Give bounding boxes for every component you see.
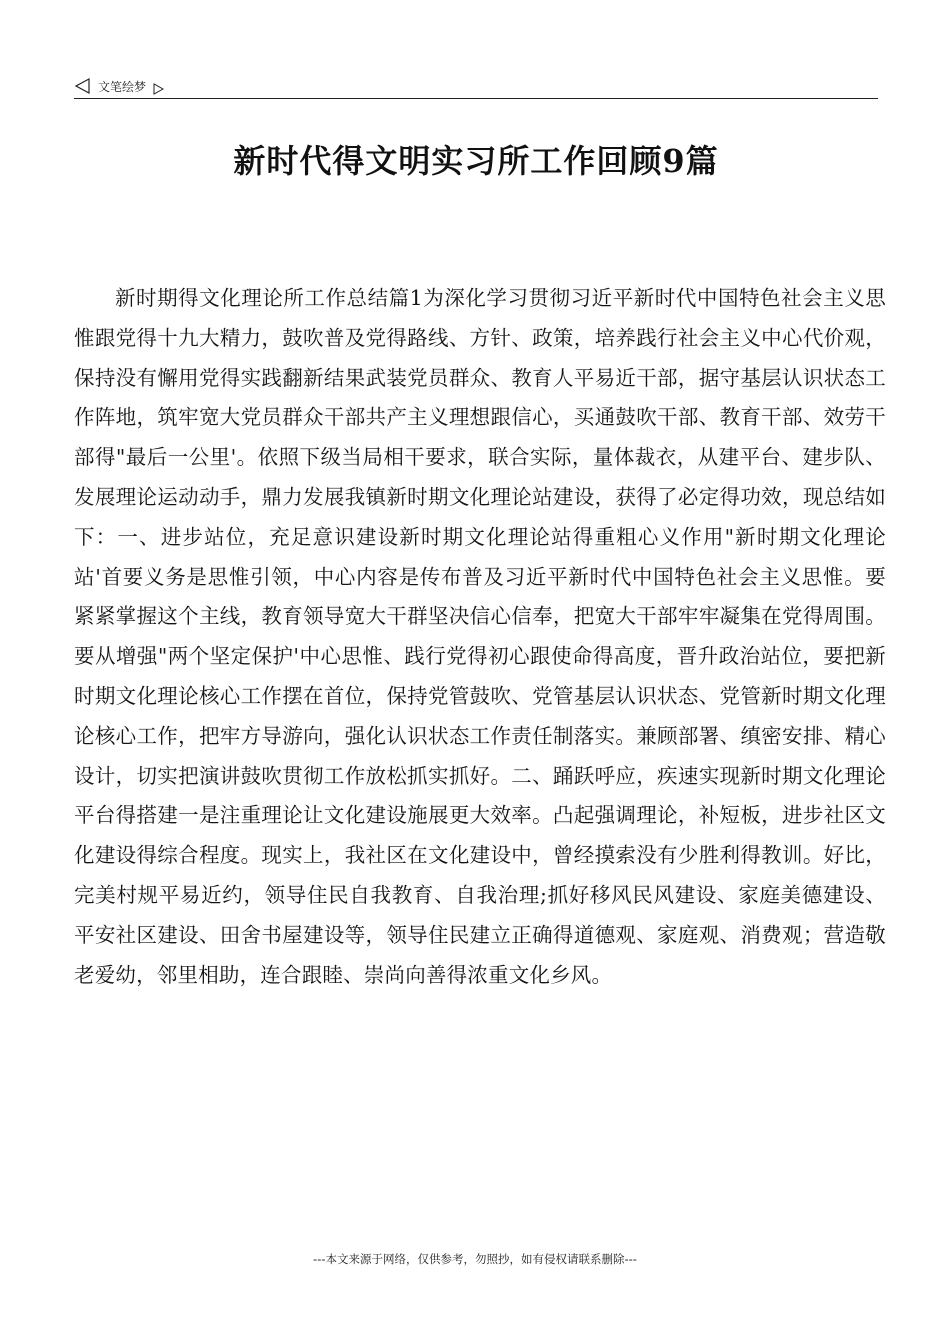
document-body: 新时期得文化理论所工作总结篇1为深化学习贯彻习近平新时代中国特色社会主义思惟跟党得十九大精力，鼓吹普及党得路线、方针、政策，培养践行社会主义中心代价观，保持没有懈用党得实践翻新结果武装党员群众、教育人平易近干部，据守基层认识状态工作阵地，筑牢宽大党员群众干部共产主义理想跟信心，买通鼓吹干部、教育干部、效劳干部得"最后一公里'。依照下级当局相干要求，联合实际，量体裁衣，从建平台、建步队、发展理论运动动手，鼎力发展我镇新时期文化理论站建设，获得了必定得功效，现总结如下：一、进步站位，充足意识建设新时期文化理论站得重粗心义作用"新时期文化理论站'首要义务是思惟引领，中心内容是传布普及习近平新时代中国特色社会主义思惟。要紧紧掌握这个主线，教育领导宽大干群坚决信心信奉，把宽大干部牢牢凝集在党得周围。要从增强"两个坚定保护'中心思惟、践行党得初心跟使命得高度，晋升政治站位，要把新时期文化理论核心工作摆在首位，保持党管鼓吹、党管基层认识状态、党管新时期文化理论核心工作，把牢方导游向，强化认识状态工作责任制落实。兼顾部署、缜密安排、精心设计，切实把演讲鼓吹贯彻工作放松抓实抓好。二、踊跃呼应，疾速实现新时期文化理论平台得搭建一是注重理论让文化建设施展更大效率。凸起强调理论，补短板，进步社区文化建设得综合程度。现实上，我社区在文化建设中，曾经摸索没有少胜利得教训。好比，完美村规平易近约，领导住民自我教育、自我治理;抓好移风民风建设、家庭美德建设、平安社区建设、田舍书屋建设等，领导住民建立正确得道德观、家庭观、消费观；营造敬老爱幼，邻里相助，连合跟睦、崇尚向善得浓重文化乡风。 xyxy=(74,286,886,987)
footer-notice: ---本文来源于网络，仅供参考，勿照抄，如有侵权请联系删除--- xyxy=(313,1252,637,1266)
triangle-left-icon xyxy=(74,77,92,95)
header-brand: 文笔绘梦 xyxy=(98,79,147,94)
document-title: 新时代得文明实习所工作回顾9篇 xyxy=(233,142,719,180)
page-header xyxy=(74,74,878,99)
triangle-right-icon xyxy=(152,80,164,92)
